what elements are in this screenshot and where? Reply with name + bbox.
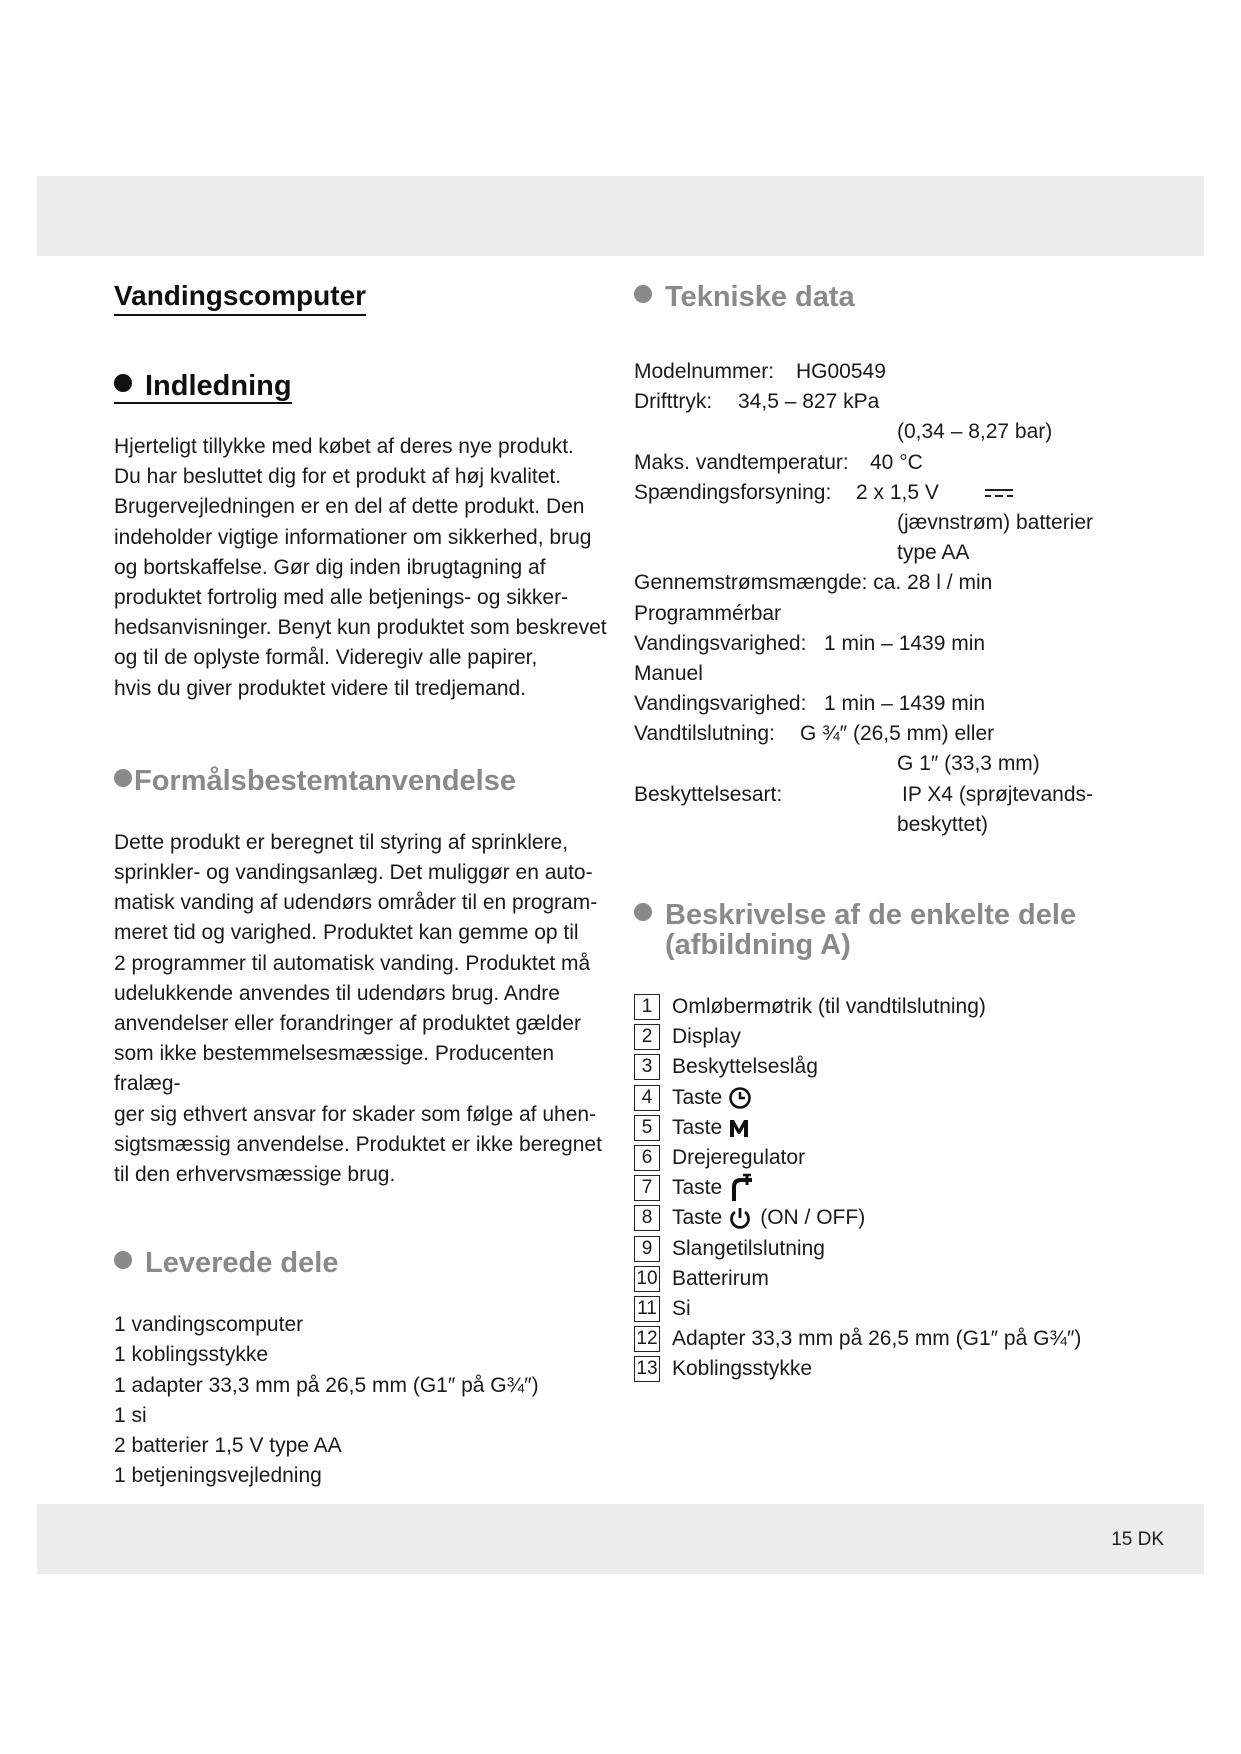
power-icon <box>728 1206 752 1230</box>
list-item: 3 Beskyttelseslåg <box>634 1052 1174 1082</box>
header-band <box>37 176 1204 256</box>
list-item: 10 Batterirum <box>634 1264 1174 1294</box>
bullet-icon <box>634 903 652 921</box>
section-heading-tech: Tekniske data <box>634 282 1174 312</box>
document-title: Vandingscomputer <box>114 280 366 316</box>
part-number: 7 <box>634 1175 660 1201</box>
bullet-icon <box>634 285 652 303</box>
intended-use-text: Dette produkt er beregnet til styring af sprinklere, sprinkler- og vandingsanlæg. Det muliggør en auto- matisk vanding af udendørs områder til en program- meret tid og varighed. Produktet kan gemme op til 2 programmer til automatisk vanding. Produktet må udelukkende anvendes til udendørs brug. Andre anvendelser eller forandringer af produktet gælder som ikke bestemmelsesmæssige. Producenten fralæg- ger sig ethvert ansvar for skader som følge af uhen- sigtsmæssig anvendelse. Produktet er ikke beregnet til den erhvervsmæssige brug. <box>114 830 602 1187</box>
list-item: 1 koblingsstykke <box>114 1343 269 1367</box>
clock-icon <box>728 1086 752 1110</box>
faucet-icon <box>728 1173 758 1203</box>
spec-connection-2: G 1″ (33,3 mm) <box>897 752 1040 776</box>
direct-current-icon <box>984 486 1014 500</box>
part-number: 11 <box>634 1296 660 1322</box>
list-item: 6 Drejeregulator <box>634 1143 1174 1173</box>
part-number: 1 <box>634 994 660 1020</box>
list-item: 1 si <box>114 1403 147 1427</box>
part-number: 13 <box>634 1356 660 1382</box>
spec-pressure: Drifttryk: 34,5 – 827 kPa <box>634 390 880 414</box>
footer-band <box>37 1504 1204 1574</box>
bullet-icon <box>114 1251 132 1269</box>
spec-power-2: (jævnstrøm) batterier <box>897 510 1094 534</box>
section-heading-delivered: Leverede dele <box>114 1248 614 1278</box>
spec-protection-2: beskyttet) <box>897 812 989 836</box>
bullet-icon <box>114 374 132 392</box>
part-number: 10 <box>634 1266 660 1292</box>
spec-connection: Vandtilslutning: G ¾″ (26,5 mm) eller <box>634 722 995 746</box>
list-item: 2 Display <box>634 1022 1174 1052</box>
parts-list <box>634 992 1174 1384</box>
tech-spec-list <box>634 357 1174 840</box>
left-column <box>114 270 614 1491</box>
list-item: 2 batterier 1,5 V type AA <box>114 1434 342 1458</box>
part-number: 9 <box>634 1236 660 1262</box>
right-column <box>634 270 1174 1384</box>
list-item: 7 Taste <box>634 1173 1174 1203</box>
list-item: 12 Adapter 33,3 mm på 26,5 mm (G1″ på G¾″) <box>634 1324 1174 1354</box>
spec-manual: Manuel <box>634 661 703 685</box>
delivered-list <box>114 1310 614 1491</box>
part-number: 5 <box>634 1115 660 1141</box>
m-icon <box>728 1117 750 1139</box>
spec-duration-2: Vandingsvarighed: 1 min – 1439 min <box>634 692 986 716</box>
part-number: 12 <box>634 1326 660 1352</box>
list-item: 1 adapter 33,3 mm på 26,5 mm (G1″ på G¾″) <box>114 1373 539 1397</box>
section-heading-intended-use: Formålsbestemtanvendelse <box>114 766 614 796</box>
part-number: 8 <box>634 1205 660 1231</box>
spec-pressure-bar: (0,34 – 8,27 bar) <box>897 420 1053 444</box>
spec-duration: Vandingsvarighed: 1 min – 1439 min <box>634 631 986 655</box>
part-number: 3 <box>634 1054 660 1080</box>
spec-flow: Gennemstrømsmængde: ca. 28 l / min <box>634 571 993 595</box>
list-item: 1 betjeningsvejledning <box>114 1464 322 1488</box>
bullet-icon <box>114 769 132 787</box>
page-number: 15 DK <box>1111 1529 1164 1550</box>
list-item: 9 Slangetilslutning <box>634 1234 1174 1264</box>
list-item: 4 Taste <box>634 1083 1174 1113</box>
part-number: 2 <box>634 1024 660 1050</box>
intro-text: Hjerteligt tillykke med købet af deres nye produkt. Du har besluttet dig for et produkt af høj kvalitet. Brugervejledningen er en del af dette produkt. Den indeholder vigtige informationer om sikkerhed, brug og bortskaffelse. Gør dig inden ibrugtagning af produktet fortrolig med alle betjenings- og sikker- hedsanvisninger. Benyt kun produktet som beskrevet og til de oplyste formål. Videregiv alle papirer, hvis du giver produktet videre til tredjemand. <box>114 435 607 700</box>
section-heading-parts: Beskrivelse af de enkelte dele (afbildning A) <box>634 900 1174 960</box>
spec-power-3: type AA <box>897 541 970 565</box>
section-heading-intro: Indledning <box>114 371 292 404</box>
list-item: 1 Omløbermøtrik (til vandtilslutning) <box>634 992 1174 1022</box>
part-number: 6 <box>634 1145 660 1171</box>
spec-programmable: Programmérbar <box>634 601 782 625</box>
list-item: 13 Koblingsstykke <box>634 1354 1174 1384</box>
spec-model: Modelnummer: HG00549 <box>634 360 886 383</box>
part-number: 4 <box>634 1085 660 1111</box>
spec-temperature: Maks. vandtemperatur: 40 °C <box>634 450 923 474</box>
list-item: 1 vandingscomputer <box>114 1313 304 1337</box>
spec-power: Spændingsforsyning: 2 x 1,5 V <box>634 478 1174 508</box>
list-item: 5 Taste <box>634 1113 1174 1143</box>
spec-protection: Beskyttelsesart: IP X4 (sprøjtevands- <box>634 782 1094 806</box>
list-item: 11 Si <box>634 1294 1174 1324</box>
list-item: 8 Taste (ON / OFF) <box>634 1203 1174 1233</box>
